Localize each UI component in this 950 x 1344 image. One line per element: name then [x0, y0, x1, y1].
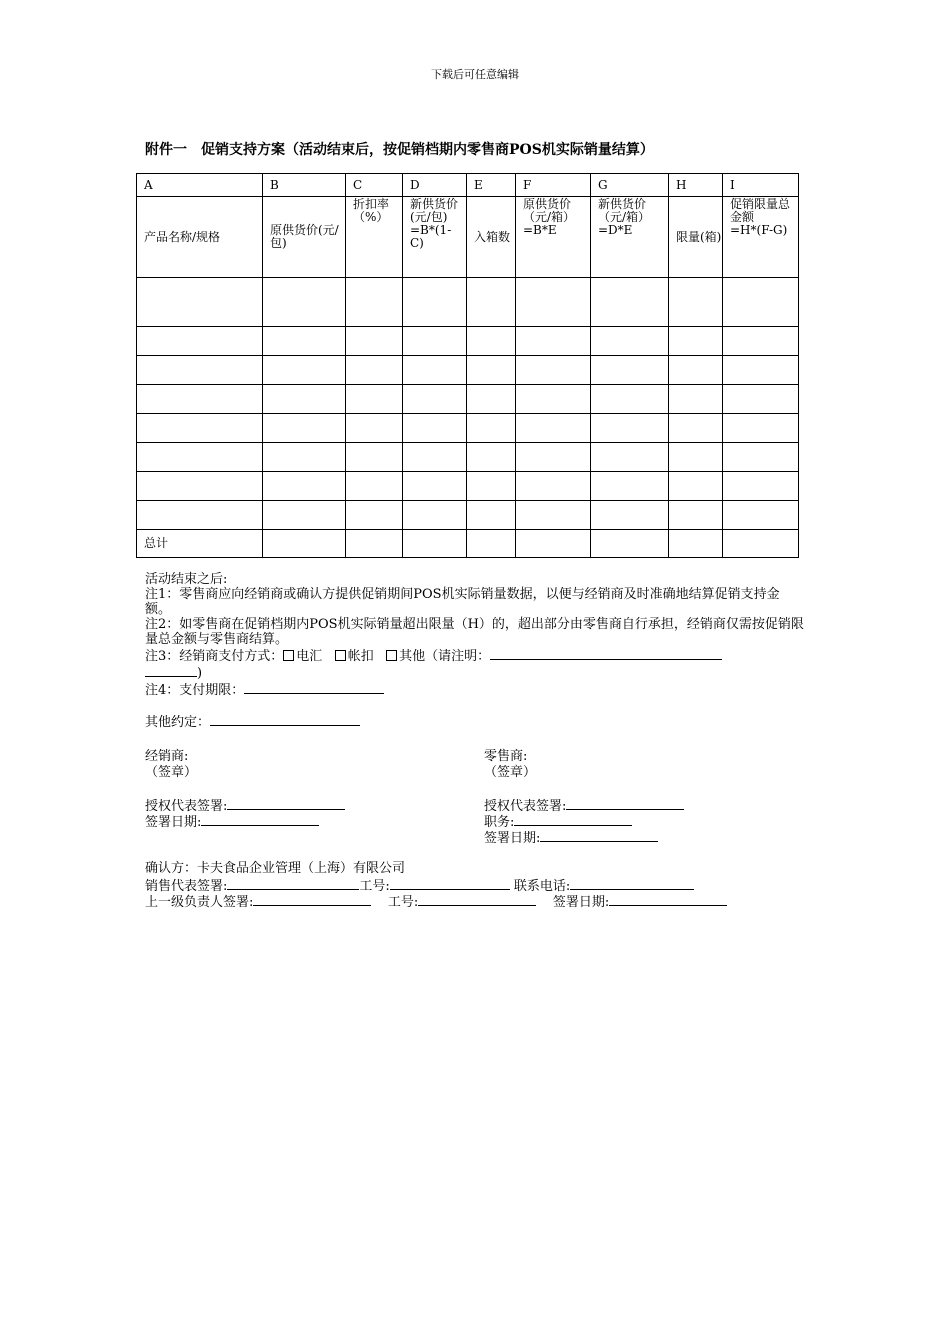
table-cell[interactable] [403, 327, 467, 356]
distributor-seal: （签章） [145, 765, 198, 780]
sign-date-label: 签署日期: [145, 815, 202, 830]
total-label: 总计 [137, 530, 263, 558]
note-4-label: 注4：支付期限： [145, 683, 245, 698]
note-3-label: 注3：经销商支付方式： [145, 649, 284, 664]
table-row [137, 501, 799, 530]
header-label: 新供货价（元/箱） [598, 197, 651, 224]
table-row [137, 443, 799, 472]
table-cell[interactable] [516, 530, 591, 558]
table-cell[interactable] [263, 443, 346, 472]
table-cell[interactable] [669, 472, 723, 501]
table-row [137, 327, 799, 356]
promotion-table [136, 173, 799, 558]
table-cell[interactable] [467, 327, 516, 356]
table-cell[interactable] [346, 501, 403, 530]
option-other: 其他（请注明： [399, 649, 491, 664]
retailer-seal: （签章） [484, 765, 537, 780]
table-cell[interactable] [137, 414, 263, 443]
retailer-auth-sign [484, 797, 684, 814]
header-label: 新供货价(元/包) [410, 197, 459, 224]
header-discount [346, 197, 403, 278]
table-cell[interactable] [263, 530, 346, 558]
distributor-sign-date-field[interactable] [201, 813, 319, 826]
table-cell[interactable] [591, 501, 669, 530]
header-label: 促销限量总金额 [730, 197, 791, 224]
checkbox-icon[interactable] [335, 650, 346, 661]
table-cell[interactable] [723, 472, 799, 501]
col-letter: D [403, 174, 467, 197]
table-cell[interactable] [723, 443, 799, 472]
column-letter-row [137, 174, 799, 197]
note-4 [145, 681, 805, 698]
table-cell[interactable] [467, 385, 516, 414]
table-cell[interactable] [137, 278, 263, 327]
table-cell[interactable] [403, 530, 467, 558]
col-letter: A [137, 174, 263, 197]
table-row [137, 414, 799, 443]
table-cell[interactable] [403, 443, 467, 472]
formula-i: =H*(F-G) [730, 223, 788, 237]
sign-date-label: 签署日期: [484, 831, 541, 846]
table-cell[interactable] [467, 443, 516, 472]
table-cell[interactable] [516, 356, 591, 385]
table-cell[interactable] [516, 385, 591, 414]
table-cell[interactable] [263, 501, 346, 530]
table-cell[interactable] [516, 472, 591, 501]
header-label: 原供货价（元/箱） [523, 197, 576, 224]
table-cell[interactable] [403, 356, 467, 385]
retailer-label: 零售商: [484, 749, 528, 764]
table-cell[interactable] [669, 414, 723, 443]
header-orig-price-pack: 原供货价(元/包) [263, 197, 346, 278]
retailer-position-field[interactable] [514, 813, 632, 826]
table-cell[interactable] [516, 414, 591, 443]
table-cell[interactable] [346, 414, 403, 443]
table-cell[interactable] [723, 385, 799, 414]
col-letter: G [591, 174, 669, 197]
table-cell[interactable] [263, 414, 346, 443]
header-note: 下载后可任意编辑 [431, 68, 519, 81]
note-2: 注2：如零售商在促销档期内POS机实际销量超出限量（H）的，超出部分由零售商自行承担，经销商仅需按促销限量总金额与零售商结算。 [145, 617, 804, 647]
table-cell[interactable] [723, 356, 799, 385]
table-cell[interactable] [263, 385, 346, 414]
table-cell[interactable] [591, 385, 669, 414]
other-method-field[interactable] [490, 647, 722, 660]
table-cell[interactable] [403, 385, 467, 414]
table-cell[interactable] [591, 278, 669, 327]
table-cell[interactable] [263, 356, 346, 385]
col-letter: C [346, 174, 403, 197]
table-cell[interactable] [346, 278, 403, 327]
table-cell[interactable] [137, 501, 263, 530]
table-cell[interactable] [467, 472, 516, 501]
payment-deadline-field[interactable] [244, 681, 384, 694]
table-cell[interactable] [403, 472, 467, 501]
table-cell[interactable] [723, 278, 799, 327]
table-cell[interactable] [723, 530, 799, 558]
table-cell[interactable] [723, 414, 799, 443]
table-cell[interactable] [669, 278, 723, 327]
table-cell[interactable] [669, 443, 723, 472]
table-cell[interactable] [263, 278, 346, 327]
table-cell[interactable] [669, 327, 723, 356]
col-letter: E [467, 174, 516, 197]
position-label: 职务: [484, 815, 515, 830]
table-cell[interactable] [516, 501, 591, 530]
table-cell[interactable] [137, 443, 263, 472]
table-cell[interactable] [137, 472, 263, 501]
supervisor-sign-label: 上一级负责人签署: [145, 895, 254, 910]
auth-sign-label: 授权代表签署: [145, 799, 228, 814]
document-title: 附件一 促销支持方案（活动结束后，按促销档期内零售商POS机实际销量结算） [145, 142, 654, 158]
header-limit: 限量(箱) [669, 197, 723, 278]
table-row [137, 356, 799, 385]
table-cell[interactable] [467, 414, 516, 443]
table-cell[interactable] [723, 501, 799, 530]
table-cell[interactable] [669, 356, 723, 385]
distributor-sign-date [145, 813, 319, 830]
emp-no-label: 工号: [387, 895, 419, 910]
table-cell[interactable] [346, 356, 403, 385]
sales-rep-line [145, 877, 694, 894]
retailer-sign-date-field[interactable] [540, 829, 658, 842]
option-account-deduction: 帐扣 [347, 649, 374, 664]
table-cell[interactable] [516, 278, 591, 327]
table-cell[interactable] [346, 385, 403, 414]
table-cell[interactable] [723, 327, 799, 356]
supervisor-line [145, 893, 727, 910]
table-cell[interactable] [591, 356, 669, 385]
other-method-field-cont[interactable] [145, 664, 197, 677]
table-cell[interactable] [467, 530, 516, 558]
table-cell[interactable] [137, 385, 263, 414]
table-cell[interactable] [346, 327, 403, 356]
checkbox-icon[interactable] [386, 650, 397, 661]
col-letter: B [263, 174, 346, 197]
header-product: 产品名称/规格 [137, 197, 263, 278]
table-cell[interactable] [591, 530, 669, 558]
retailer-position [484, 813, 632, 830]
formula-f: =B*E [523, 223, 557, 237]
formula-g: =D*E [598, 223, 633, 237]
retailer-sign-date [484, 829, 658, 846]
table-row [137, 472, 799, 501]
phone-field[interactable] [570, 877, 694, 890]
header-discount-label: 折扣率（%） [353, 197, 390, 224]
table-cell[interactable] [516, 443, 591, 472]
supervisor-sign-field[interactable] [253, 893, 371, 906]
retailer-auth-sign-field[interactable] [566, 797, 684, 810]
col-letter: F [516, 174, 591, 197]
note-3 [145, 647, 805, 681]
table-cell[interactable] [591, 414, 669, 443]
supervisor-sign-date-field[interactable] [609, 893, 727, 906]
table-cell[interactable] [591, 327, 669, 356]
table-cell[interactable] [403, 501, 467, 530]
emp-no-label: 工号: [359, 879, 390, 894]
table-cell[interactable] [467, 356, 516, 385]
sales-sign-field[interactable] [227, 877, 359, 890]
option-wire-transfer: 电汇 [296, 649, 323, 664]
table-cell[interactable] [346, 530, 403, 558]
table-cell[interactable] [467, 278, 516, 327]
total-row [137, 530, 799, 558]
table-cell[interactable] [591, 443, 669, 472]
table-cell[interactable] [669, 385, 723, 414]
column-header-row [137, 197, 799, 278]
emp-no-field[interactable] [390, 877, 510, 890]
close-paren: ) [197, 666, 203, 681]
col-letter: H [669, 174, 723, 197]
table-cell[interactable] [669, 530, 723, 558]
col-letter: I [723, 174, 799, 197]
table-cell[interactable] [467, 501, 516, 530]
note-1: 注1：零售商应向经销商或确认方提供促销期间POS机实际销量数据，以便与经销商及时准确地结算促销支持金额。 [145, 587, 780, 617]
header-total-amount [723, 197, 799, 278]
sales-sign-label: 销售代表签署: [145, 879, 228, 894]
header-new-price-pack [403, 197, 467, 278]
auth-sign-label: 授权代表签署: [484, 799, 567, 814]
table-row [137, 278, 799, 327]
other-terms-label: 其他约定： [145, 715, 211, 730]
confirming-party: 确认方：卡夫食品企业管理（上海）有限公司 [145, 861, 406, 876]
table-cell[interactable] [403, 414, 467, 443]
emp-no-field-2[interactable] [418, 893, 536, 906]
table-cell[interactable] [591, 472, 669, 501]
table-cell[interactable] [137, 327, 263, 356]
table-cell[interactable] [263, 327, 346, 356]
table-cell[interactable] [346, 472, 403, 501]
table-row [137, 385, 799, 414]
sign-date-label: 签署日期: [552, 895, 610, 910]
header-orig-price-case [516, 197, 591, 278]
table-cell[interactable] [137, 356, 263, 385]
table-cell[interactable] [263, 472, 346, 501]
distributor-auth-sign-field[interactable] [227, 797, 345, 810]
table-cell[interactable] [516, 327, 591, 356]
table-cell[interactable] [346, 443, 403, 472]
notes-section [145, 572, 805, 730]
table-cell[interactable] [403, 278, 467, 327]
other-terms [145, 713, 805, 730]
table-cell[interactable] [669, 501, 723, 530]
notes-intro: 活动结束之后: [145, 572, 228, 587]
header-new-price-case [591, 197, 669, 278]
other-terms-field[interactable] [210, 713, 360, 726]
distributor-auth-sign [145, 797, 345, 814]
phone-label: 联系电话: [513, 879, 571, 894]
checkbox-icon[interactable] [283, 650, 294, 661]
formula-d: =B*(1-C) [410, 223, 452, 250]
distributor-label: 经销商: [145, 749, 189, 764]
header-case-qty: 入箱数 [467, 197, 516, 278]
